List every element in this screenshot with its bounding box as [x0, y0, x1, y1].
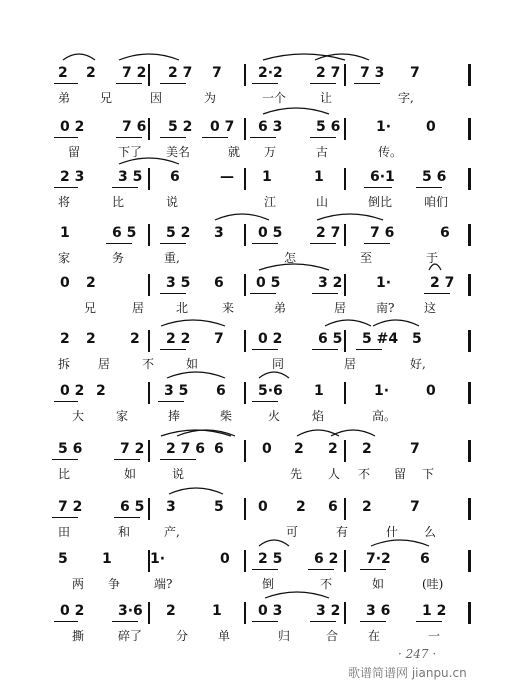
- lyric-syllable: 分: [176, 629, 189, 643]
- note-group: 1 2: [422, 603, 447, 619]
- bar-line: [148, 64, 150, 86]
- score-system: [0, 380, 505, 438]
- note-group: 6: [328, 499, 338, 515]
- beam-underline: [52, 459, 78, 460]
- note-group: 6: [214, 275, 224, 291]
- note-group: 0 7: [210, 119, 235, 135]
- lyric-syllable: 居: [132, 301, 145, 315]
- bar-line: [344, 118, 346, 140]
- note-group: 0: [60, 275, 70, 291]
- bar-line: [148, 330, 150, 352]
- beam-underline: [52, 517, 78, 518]
- note-group: 2: [96, 383, 106, 399]
- beam-underline: [356, 349, 382, 350]
- bar-line: [344, 602, 346, 624]
- lyric-syllable: 北: [176, 301, 189, 315]
- slur-arc: [324, 314, 372, 328]
- bar-line: [344, 382, 346, 404]
- note-group: 3 5: [118, 169, 143, 185]
- beam-underline: [54, 83, 78, 84]
- note-group: 0: [258, 499, 268, 515]
- lyric-syllable: 么: [424, 525, 437, 539]
- lyric-syllable: 好,: [410, 357, 426, 371]
- slur-arc: [214, 208, 270, 222]
- note-group: 0 5: [258, 225, 283, 241]
- lyric-syllable: 如: [124, 467, 137, 481]
- bar-line: [244, 224, 246, 246]
- beam-underline: [354, 83, 380, 84]
- beam-underline: [252, 349, 278, 350]
- score-system: [0, 548, 505, 606]
- bar-line: [244, 118, 246, 140]
- lyric-syllable: 柴: [220, 409, 233, 423]
- note-group: 6: [170, 169, 180, 185]
- beam-underline: [202, 137, 228, 138]
- lyric-syllable: 撕: [72, 629, 85, 643]
- beam-underline: [416, 187, 442, 188]
- beam-underline: [252, 83, 278, 84]
- lyric-syllable: 什: [386, 525, 399, 539]
- lyric-syllable: 可: [286, 525, 299, 539]
- beam-underline: [116, 137, 142, 138]
- bar-line: [244, 64, 246, 86]
- note-group: 2: [166, 603, 176, 619]
- lyric-syllable: 因: [150, 91, 163, 105]
- bar-line: [344, 224, 346, 246]
- lyric-syllable: 一个: [262, 91, 287, 105]
- beam-underline: [310, 137, 336, 138]
- bar-line: [244, 550, 246, 572]
- bar-line: [148, 602, 150, 624]
- bar-line: [244, 274, 246, 296]
- lyric-syllable: 不: [142, 357, 155, 371]
- lyric-syllable: 如: [372, 577, 385, 591]
- lyric-syllable: 比: [112, 195, 125, 209]
- note-group: 5 #4: [362, 331, 399, 347]
- note-group: 0 2: [60, 119, 85, 135]
- bar-line: [148, 382, 150, 404]
- beam-underline: [114, 459, 140, 460]
- note-group: 7 2: [120, 441, 145, 457]
- note-group: 2: [294, 441, 304, 457]
- bar-line: [148, 168, 150, 190]
- beam-underline: [252, 401, 278, 402]
- lyric-syllable: 说: [166, 195, 179, 209]
- note-group: 2: [362, 441, 372, 457]
- beam-underline: [106, 243, 132, 244]
- lyric-syllable: 说: [172, 467, 185, 481]
- bar-line: [344, 440, 346, 462]
- beam-underline: [158, 401, 184, 402]
- note-group: 5 6: [58, 441, 83, 457]
- note-group: 0 2: [60, 383, 85, 399]
- lyric-syllable: 先: [290, 467, 303, 481]
- bar-line: [468, 498, 471, 520]
- note-group: 2: [362, 499, 372, 515]
- lyric-syllable: 火: [268, 409, 281, 423]
- lyric-syllable: 有: [336, 525, 349, 539]
- bar-line: [244, 382, 246, 404]
- lyric-syllable: 山: [316, 195, 329, 209]
- lyric-syllable: 怎: [284, 251, 297, 265]
- beam-underline: [160, 137, 186, 138]
- lyric-syllable: 古: [316, 145, 329, 159]
- note-group: 1·: [376, 119, 392, 135]
- slur-arc: [258, 366, 290, 380]
- bar-line: [468, 602, 471, 624]
- slur-arc: [166, 366, 226, 380]
- beam-underline: [364, 243, 390, 244]
- bar-line: [244, 440, 246, 462]
- beam-underline: [160, 293, 186, 294]
- bar-line: [468, 168, 471, 190]
- lyric-syllable: 产,: [164, 525, 180, 539]
- lyric-syllable: 兄: [100, 91, 113, 105]
- note-group: 2 3: [60, 169, 85, 185]
- note-group: 7: [212, 65, 222, 81]
- note-group: 2 2: [166, 331, 191, 347]
- slur-arc: [258, 258, 330, 272]
- bar-line: [468, 550, 471, 572]
- beam-underline: [312, 349, 338, 350]
- note-group: 3 6: [366, 603, 391, 619]
- lyric-syllable: 归: [278, 629, 291, 643]
- lyric-syllable: 争: [108, 577, 121, 591]
- beam-underline: [250, 293, 276, 294]
- beam-underline: [160, 83, 186, 84]
- lyric-syllable: 大: [72, 409, 85, 423]
- score-system: [0, 328, 505, 386]
- beam-underline: [112, 187, 138, 188]
- note-group: 2: [58, 65, 68, 81]
- note-group: 2 7: [316, 225, 341, 241]
- beam-underline: [160, 349, 186, 350]
- lyric-syllable: 拆: [58, 357, 71, 371]
- note-group: 3 5: [164, 383, 189, 399]
- bar-line: [344, 498, 346, 520]
- bar-line: [344, 168, 346, 190]
- lyric-syllable: 高。: [372, 409, 397, 423]
- note-group: 0 5: [256, 275, 281, 291]
- note-group: 3·6: [118, 603, 143, 619]
- note-group: 1: [314, 383, 324, 399]
- note-group: 6: [214, 441, 224, 457]
- note-group: 0 2: [258, 331, 283, 347]
- note-group: 7 6: [370, 225, 395, 241]
- bar-line: [344, 330, 346, 352]
- note-group: 6 5: [120, 499, 145, 515]
- slur-arc: [314, 48, 370, 62]
- note-group: 7: [410, 499, 420, 515]
- note-group: 6 3: [258, 119, 283, 135]
- note-group: 2 7: [430, 275, 455, 291]
- lyric-syllable: 南?: [376, 301, 395, 315]
- bar-line: [244, 330, 246, 352]
- slur-arc: [262, 102, 330, 116]
- lyric-syllable: 人: [328, 467, 341, 481]
- bar-line: [148, 550, 150, 572]
- lyric-syllable: 字,: [398, 91, 414, 105]
- lyric-syllable: 田: [58, 525, 71, 539]
- note-group: 7 6: [122, 119, 147, 135]
- bar-line: [468, 274, 471, 296]
- lyric-syllable: 两: [72, 577, 85, 591]
- note-group: 5·6: [258, 383, 283, 399]
- note-group: 2·2: [258, 65, 283, 81]
- bar-line: [148, 224, 150, 246]
- note-group: 5: [412, 331, 422, 347]
- lyric-syllable: 弟: [58, 91, 71, 105]
- beam-underline: [54, 137, 78, 138]
- beam-underline: [250, 137, 276, 138]
- lyric-syllable: 就: [228, 145, 241, 159]
- note-group: 1·: [374, 383, 390, 399]
- lyric-syllable: 不: [358, 467, 371, 481]
- bar-line: [148, 274, 150, 296]
- slur-arc: [168, 482, 224, 496]
- note-group: 7: [410, 441, 420, 457]
- note-group: 7: [410, 65, 420, 81]
- beam-underline: [310, 83, 336, 84]
- lyric-syllable: 将: [58, 195, 71, 209]
- score-system: [0, 272, 505, 330]
- note-group: 6 5: [318, 331, 343, 347]
- lyric-syllable: 合: [326, 629, 339, 643]
- lyric-syllable: 焰: [312, 409, 325, 423]
- beam-underline: [416, 621, 442, 622]
- note-group: 7 3: [360, 65, 385, 81]
- beam-underline: [312, 293, 338, 294]
- lyric-syllable: 居: [334, 301, 347, 315]
- beam-underline: [252, 569, 278, 570]
- note-group: 2: [86, 65, 96, 81]
- note-group: 3: [214, 225, 224, 241]
- lyric-syllable: 端?: [154, 577, 173, 591]
- beam-underline: [116, 83, 142, 84]
- lyric-syllable: 重,: [164, 251, 180, 265]
- note-group: —: [220, 169, 234, 185]
- beam-underline: [252, 621, 278, 622]
- note-group: 1: [262, 169, 272, 185]
- note-group: 5 6: [422, 169, 447, 185]
- lyric-syllable: 留: [394, 467, 407, 481]
- bar-line: [344, 274, 346, 296]
- note-group: 2: [86, 331, 96, 347]
- beam-underline: [112, 621, 138, 622]
- lyric-syllable: 倒: [262, 577, 275, 591]
- note-group: 7 2: [122, 65, 147, 81]
- score-system: [0, 62, 505, 120]
- lyric-syllable: (哇): [422, 577, 444, 591]
- bar-line: [344, 64, 346, 86]
- slur-arc: [62, 48, 96, 62]
- note-group: 1·: [376, 275, 392, 291]
- beam-underline: [54, 401, 78, 402]
- note-group: 1: [212, 603, 222, 619]
- lyric-syllable: 为: [204, 91, 217, 105]
- note-group: 5 6: [316, 119, 341, 135]
- bar-line: [468, 440, 471, 462]
- slur-arc: [258, 534, 290, 548]
- bar-line: [244, 498, 246, 520]
- beam-underline: [308, 569, 334, 570]
- beam-underline: [360, 569, 386, 570]
- lyric-syllable: 如: [186, 357, 199, 371]
- lyric-syllable: 咱们: [424, 195, 449, 209]
- beam-underline: [114, 517, 140, 518]
- lyric-syllable: 于: [426, 251, 439, 265]
- note-group: 0: [426, 383, 436, 399]
- lyric-syllable: 捧: [168, 409, 181, 423]
- slur-arc: [316, 208, 384, 222]
- note-group: 2: [60, 331, 70, 347]
- lyric-syllable: 务: [112, 251, 125, 265]
- note-group: 5: [58, 551, 68, 567]
- page-number: · 247 ·: [398, 647, 437, 661]
- beam-underline: [160, 243, 186, 244]
- lyric-syllable: 家: [116, 409, 129, 423]
- lyric-syllable: 碎了: [118, 629, 143, 643]
- beam-underline: [360, 621, 386, 622]
- beam-underline: [252, 243, 278, 244]
- note-group: 2 7: [316, 65, 341, 81]
- beam-underline: [160, 459, 196, 460]
- lyric-syllable: 居: [344, 357, 357, 371]
- lyric-syllable: 一: [428, 629, 441, 643]
- lyric-syllable: 留: [68, 145, 81, 159]
- note-group: 2: [86, 275, 96, 291]
- note-group: 0: [426, 119, 436, 135]
- lyric-syllable: 同: [272, 357, 285, 371]
- lyric-syllable: 至: [360, 251, 373, 265]
- note-group: 0: [262, 441, 272, 457]
- bar-line: [468, 382, 471, 404]
- note-group: 6 2: [314, 551, 339, 567]
- bar-line: [148, 440, 150, 462]
- bar-line: [468, 330, 471, 352]
- note-group: 6: [440, 225, 450, 241]
- bar-line: [468, 64, 471, 86]
- beam-underline: [310, 621, 336, 622]
- note-group: 1·: [150, 551, 166, 567]
- note-group: 5 2: [166, 225, 191, 241]
- note-group: 2: [328, 441, 338, 457]
- watermark: 歌谱简谱网 jianpu.cn: [348, 666, 467, 680]
- lyric-syllable: 在: [368, 629, 381, 643]
- lyric-syllable: 家: [58, 251, 71, 265]
- lyric-syllable: 美名: [166, 145, 191, 159]
- note-group: 0: [220, 551, 230, 567]
- note-group: 2 5: [258, 551, 283, 567]
- beam-underline: [54, 621, 78, 622]
- slur-arc: [160, 314, 226, 328]
- bar-line: [148, 498, 150, 520]
- beam-underline: [424, 293, 450, 294]
- bar-line: [148, 118, 150, 140]
- note-group: 0 2: [60, 603, 85, 619]
- note-group: 2: [296, 499, 306, 515]
- slur-arc: [370, 534, 430, 548]
- lyric-syllable: 江: [264, 195, 277, 209]
- beam-underline: [54, 187, 78, 188]
- note-group: 1: [60, 225, 70, 241]
- note-group: 3: [166, 499, 176, 515]
- lyric-syllable: 这: [424, 301, 437, 315]
- note-group: 2 7: [168, 65, 193, 81]
- note-group: 3 2: [318, 275, 343, 291]
- slur-arc: [176, 424, 236, 438]
- note-group: 2: [130, 331, 140, 347]
- note-group: 7: [214, 331, 224, 347]
- note-group: 0 3: [258, 603, 283, 619]
- slur-arc: [428, 258, 442, 272]
- lyric-syllable: 让: [320, 91, 333, 105]
- note-group: 6·1: [370, 169, 395, 185]
- lyric-syllable: 比: [58, 467, 71, 481]
- note-group: 6: [216, 383, 226, 399]
- lyric-syllable: 和: [118, 525, 131, 539]
- note-group: 1: [314, 169, 324, 185]
- lyric-syllable: 居: [98, 357, 111, 371]
- note-group: 6: [420, 551, 430, 567]
- bar-line: [344, 550, 346, 572]
- lyric-syllable: 万: [264, 145, 277, 159]
- lyric-syllable: 弟: [274, 301, 287, 315]
- slur-arc: [372, 314, 420, 328]
- note-group: 3 5: [166, 275, 191, 291]
- lyric-syllable: 下了: [118, 145, 143, 159]
- slur-arc: [118, 152, 180, 166]
- slur-arc: [264, 586, 330, 600]
- lyric-syllable: 来: [222, 301, 235, 315]
- lyric-syllable: 传。: [378, 145, 403, 159]
- beam-underline: [364, 187, 392, 188]
- bar-line: [244, 168, 246, 190]
- lyric-syllable: 兄: [84, 301, 97, 315]
- bar-line: [468, 118, 471, 140]
- note-group: 2 7 6: [166, 441, 205, 457]
- lyric-syllable: 不: [320, 577, 333, 591]
- lyric-syllable: 倒比: [368, 195, 393, 209]
- note-group: 3 2: [316, 603, 341, 619]
- note-group: 7 2: [58, 499, 83, 515]
- note-group: 5: [214, 499, 224, 515]
- score-system: [0, 438, 505, 496]
- note-group: 6 5: [112, 225, 137, 241]
- lyric-syllable: 下: [422, 467, 435, 481]
- lyric-syllable: 单: [218, 629, 231, 643]
- slur-arc: [330, 424, 376, 438]
- note-group: 1: [102, 551, 112, 567]
- beam-underline: [310, 243, 336, 244]
- bar-line: [468, 224, 471, 246]
- bar-line: [244, 602, 246, 624]
- note-group: 5 2: [168, 119, 193, 135]
- note-group: 7·2: [366, 551, 391, 567]
- slur-arc: [118, 48, 180, 62]
